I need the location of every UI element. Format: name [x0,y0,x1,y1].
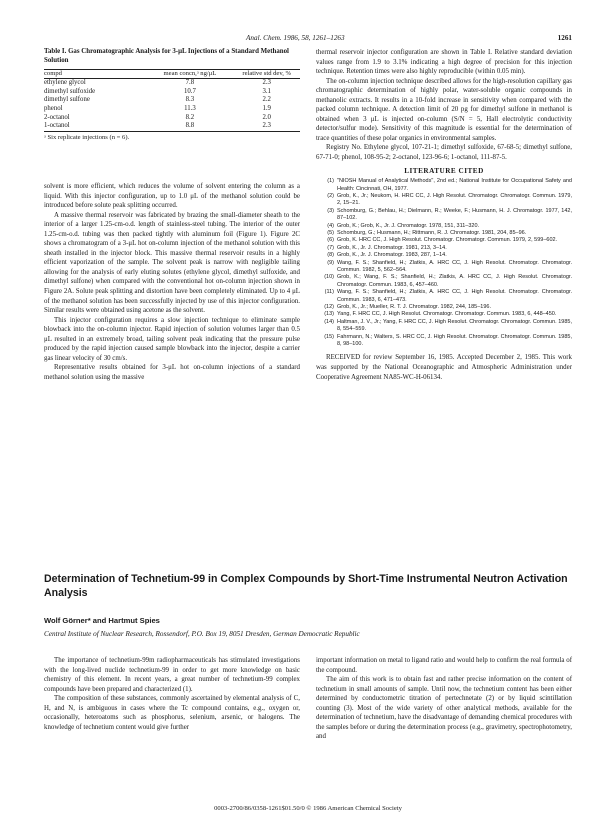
table-grid [44,69,300,132]
reference-item [316,334,572,349]
cell-rsd: 2.2 [262,96,271,104]
ref-text: Wang, F. S.; Shanfield, H.; Zlatkis, A. HRC CC, J. High Resolut. Chromatogr. Chromatogr. Commun. 1982, 5, 562–564. [337,259,572,273]
paragraph: The on-column injection technique described allows for the high-resolution capillary gas chromatographic determination of highly polar, water-soluble organic compounds in methanolic extracts. It results in a 10-fold increase in sensitivity when compared with the packed column technique. A detection limit of 20 pg for dimethyl sulfone in methanol is obtained when 3 μL is injected on-column (S/N = 5, Hall electrolytic conductivity detector/sulfur mode). Sensitivity of this magnitude is essential for the determination of trace quantities of these polar organics in environmental samples. [316,77,572,142]
ref-number: (4) [327,222,334,229]
ref-number: (8) [327,252,334,259]
ref-number: (14) [324,318,334,325]
reference-item [316,252,572,259]
cell-rsd: 1.9 [262,104,271,112]
article2-right-column [316,656,572,742]
cell-concn: 8.2 [185,113,195,121]
ref-number: (9) [327,259,334,266]
table-row [44,122,300,131]
paragraph: thermal reservoir injector configuration are shown in Table I. Relative standard deviation values range from 1.9 to 3.1% indicating a high degree of precision for this injection technique. Retention times were also highly reproducible (within 0.05 min). [316,49,572,76]
paragraph: The importance of technetium-99m radiopharmaceuticals has stimulated investigations with the long-lived nuclide technetium-99 in order to get more knowledge on basic chemistry of this element. In recent years, a great number of technetium-99 complex compounds have been prepared and characterized (1). [44,657,300,693]
paragraph: The aim of this work is to obtain fast and rather precise information on the content of technetium in small amounts of sample. Until now, the technetium content has been either determined by conductometric titration of pertechnetate (2) or by liquid scintillation counting (3). Most of the wide variety of other analytical methods, available for the determination of technetium, have the disadvantage of demanding chemical procedures with the samples before or during the determination process (e.g., gravimetry, spectrophotometry, and [316,676,572,741]
running-header [246,34,572,42]
table-header-concn: mean concn,ᵃ ng/μL [146,70,233,79]
paragraph: The composition of these substances, commonly ascertained by elemental analysis of C, H, and N, is ambiguous in cases where the Tc compound contains, e.g., oxygen or, occasionally, heteroatoms such as phosphorus, selenium, arsenic, or halogens. The knowledge of technetium content would give further [44,695,300,731]
ref-number: (5) [327,229,334,236]
paragraph: solvent is more efficient, which reduces the volume of solvent entering the column as a liquid. With this injector configuration, up to 1.0 μL of the methanol solution could be introduced before solute peak splitting occurred. [44,183,300,210]
registry-numbers: Registry No. Ethylene glycol, 107-21-1; dimethyl sulfoxide, 67-68-5; dimethyl sulfone, 67-71-0; phenol, 108-95-2; 2-octanol, 123-96-6; 1-octanol, 111-87-5. [316,144,572,162]
table-caption: Table I. Gas Chromatographic Analysis for 3-μL Injections of a Standard Methanol Solution [44,48,289,64]
ref-text: Yang, F. HRC CC, J. High Resolut. Chromatogr. Chromatogr. Commun. 1983, 6, 448–450. [337,311,557,318]
paragraph: A massive thermal reservoir was fabricated by brazing the small-diameter sheath to the interior of a larger 1.25-cm-o.d. length of stainless-steel tubing. The interior of the outer 1.25-cm-o.d. tubing was then packed tightly with aluminum foil (Figure 1). Figure 2C shows a chromatogram of a 3-μL hot on-column injection of the methanol solution with this sheath installed in the injector block. This massive thermal reservoir results in a highly efficient vaporization of the sample. The solvent peak is narrow with negligible tailing allowing for the analysis of early eluting solutes (ethylene glycol, dimethyl sulfoxide, and dimethyl sulfone) when compared with the conventional hot on-column injection shown in Figure 2A. Solute peak splitting and distortion have been completely eliminated. Up to 4 μL of the methanol solution has been successfully injected by use of this injector configuration. Similar results were obtained using acetone as the solvent. [44,211,300,315]
ref-text: Grob, K., Jr. J. Chromatogr. 1983, 287, 1–14. [337,252,447,259]
cell-rsd: 2.3 [262,79,271,87]
ref-number: (3) [327,207,334,214]
reference-list [316,178,572,348]
ref-number: (15) [324,333,334,340]
ref-number: (10) [324,274,334,281]
ref-text: Wang, F. S.; Shanfield, H.; Zlatkis, A. HRC CC, J. High Resolut. Chromatogr. Chromatogr. Commun. 1983, 6, 471–473. [337,289,572,303]
table-row [44,114,300,123]
cell-compd: 2-octanol [44,113,70,121]
reference-item [316,304,572,311]
table-row [44,96,300,105]
ref-number: (12) [324,304,334,311]
cell-rsd: 2.0 [262,113,271,121]
journal-citation: Anal. Chem. 1986, 58, 1261–1263 [246,34,345,42]
table-row [44,88,300,97]
reference-item [316,208,572,223]
cell-rsd: 2.3 [233,122,300,131]
cell-compd: 1-octanol [44,122,146,131]
table-header-compd: compd [44,70,146,79]
ref-number: (2) [327,192,334,199]
literature-heading: LITERATURE CITED [404,166,484,175]
cell-compd: phenol [44,104,63,112]
ref-text: Grob, K.; Wang, F. S.; Shanfield, H.; Zlatkis, A. HRC CC, J. High Resolut. Chromatogr. Chromatogr. Commun. 1983, 6, 457–460. [337,274,572,288]
table-header-rsd: relative std dev, % [233,70,300,79]
ref-number: (1) [327,178,334,185]
paragraph: This injector configuration requires a slow injection technique to eliminate sample blowback into the on-column injector. Rapid injection of solution volumes larger than 0.5 μL resulted in an extremely broad, tailing solvent peak indicating that the pressure pulse produced by the rapid injection caused sample blowback into the injector, despite a carrier gas linear velocity of 30 cm/s. [44,316,300,362]
reference-item [316,311,572,318]
article-title: Determination of Technetium-99 in Complex Compounds by Short-Time Instrumental Neutron Activation Analysis [44,573,568,599]
reference-item [316,260,572,275]
page-footer: 0003-2700/86/0358-1261$01.50/0 © 1986 American Chemical Society [214,805,402,812]
table-row [44,79,300,88]
ref-number: (13) [324,311,334,318]
ref-text: Schomburg, G.; Behlau, H.; Dielmann, R.; Weeke, F.; Husmann, H. J. Chromatogr. 1977, 142, 87–102. [337,207,572,222]
ref-text: Grob, K. HRC CC, J. High Resolut. Chromatogr. Chromatogr. Commun. 1979, 2, 599–602. [337,237,558,244]
ref-number: (6) [327,237,334,244]
cell-rsd: 3.1 [262,87,271,95]
cell-concn: 7.8 [185,79,195,87]
cell-concn: 11.3 [184,104,196,112]
reference-item [316,237,572,244]
article2-left-column [44,656,300,732]
left-column [44,182,300,382]
ref-text: Fahrmann, N.; Walters, S. HRC CC, J. High Resolut. Chromatogr. Chromatogr. Commun. 1985, 8, 98–100. [337,333,572,348]
ref-text: Grob, K., Jr. J. Chromatogr. 1981, 213, 3–14. [337,244,447,251]
received-note: RECEIVED for review September 16, 1985. Accepted December 2, 1985. This work was supported by the National Oceanographic and Atmospheric Administration under Cooperative Agreement NA85-WC-H-06134. [316,354,572,381]
page-number: 1261 [557,34,572,42]
table-row [44,105,300,114]
table-1 [44,48,300,142]
table-footnote: ᵃ Six replicate injections (n = 6). [44,133,130,141]
paragraph: important information on metal to ligand ratio and would help to confirm the real formula of the compound. [316,657,572,674]
reference-item [316,230,572,237]
reference-item [316,289,572,304]
ref-text: Grob, K.; Grob, K., Jr. J. Chromatogr. 1978, 151, 311–320. [337,222,480,229]
right-column [316,48,572,382]
reference-item [316,245,572,252]
cell-compd: dimethyl sulfone [44,96,90,104]
article-authors: Wolf Görner* and Hartmut Spies [44,616,160,625]
cell-compd: ethylene glycol [44,79,86,87]
ref-text: Haltman, J. V., Jr.; Yang, F. HRC CC, J. High Resolut. Chromatogr. Chromatogr. Commun. 1985, 8, 554–559. [337,318,572,333]
reference-item [316,319,572,334]
ref-text: Schomburg, G.; Husmann, H.; Rittmann, R. J. Chromatogr. 1981, 204, 85–96. [337,229,527,236]
ref-text: Grob, K., Jr.; Mueller, R. T. J. Chromatogr. 1982, 244, 185–196. [337,304,491,311]
reference-item [316,178,572,193]
cell-concn: 8.3 [185,96,195,104]
reference-item [316,223,572,230]
cell-concn: 10.7 [183,87,196,95]
paragraph: Representative results obtained for 3-μL hot on-column injections of a standard methanol solution using the massive [44,364,300,381]
reference-item [316,274,572,289]
table-header-row [44,70,300,79]
ref-number: (7) [327,244,334,251]
ref-text: Grob, K., Jr.; Neukom, H. HRC CC, J. High Resolut. Chromatogr. Chromatogr. Commun. 1979, 2, 15–21. [337,192,572,207]
reference-item [316,193,572,208]
cell-concn: 8.8 [146,122,233,131]
ref-text: "NIOSH Manual of Analytical Methods", 2nd ed.; National Institute for Occupational Safety and Health: Cincinnati, OH, 1977. [337,178,572,192]
article-affiliation: Central Institute of Nuclear Research, Rossendorf, P.O. Box 19, 8051 Dresden, German Democratic Republic [44,630,360,638]
cell-compd: dimethyl sulfoxide [44,87,96,95]
ref-number: (11) [324,289,334,296]
